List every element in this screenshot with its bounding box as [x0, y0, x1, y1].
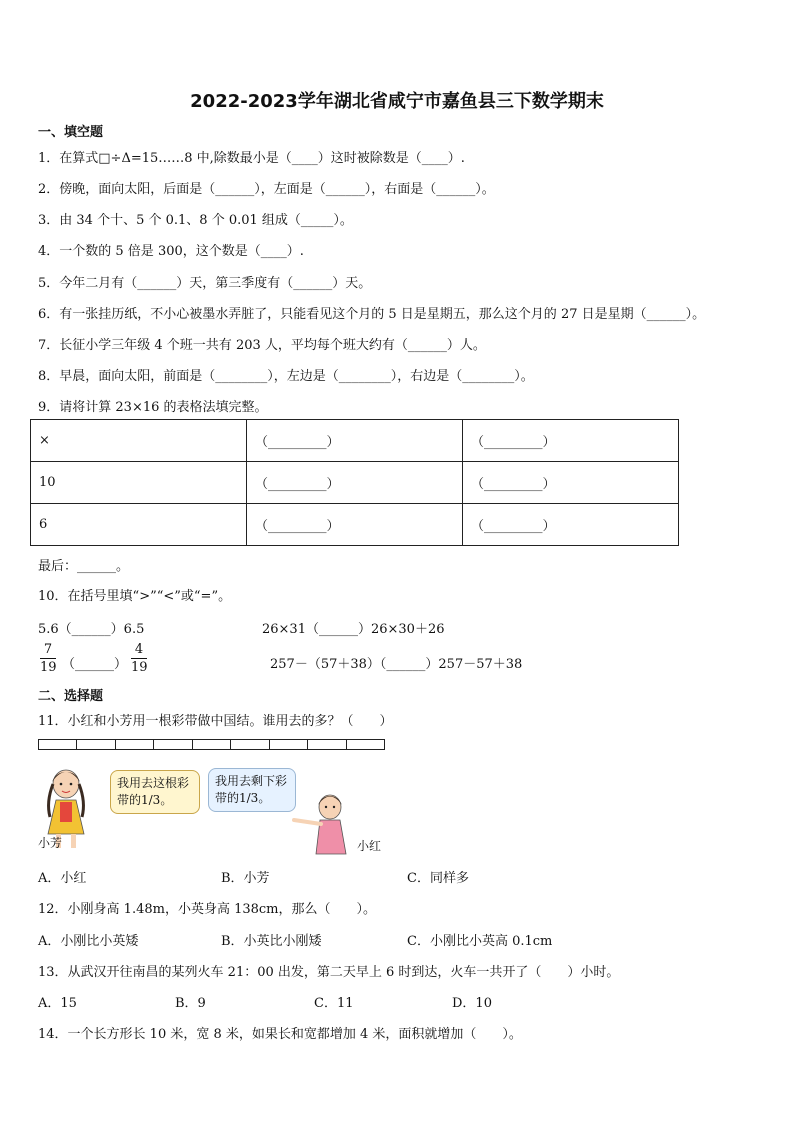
fraction-denominator: 19	[131, 660, 148, 675]
table-cell[interactable]: （_________）	[247, 504, 463, 546]
compare-b: 26×31（______）26×30＋26	[262, 622, 445, 637]
option-c[interactable]: C．小刚比小英高 0.1cm	[407, 934, 553, 949]
question-8: 8．早晨，面向太阳，前面是（________），左边是（________），右边是（________）。	[38, 369, 534, 384]
option-b[interactable]: B．小英比小刚矮	[221, 934, 322, 949]
table-cell[interactable]: （_________）	[247, 462, 463, 504]
option-c[interactable]: C．11	[314, 996, 354, 1011]
table-cell: ×	[31, 420, 247, 462]
question-13: 13．从武汉开往南昌的某列火车 21：00 出发，第二天早上 6 时到达，火车一共开了（ ）小时。	[38, 965, 620, 980]
section-choice: 二、选择题	[38, 689, 104, 704]
multiplication-table	[30, 419, 679, 546]
question-12: 12．小刚身高 1.48m，小英身高 138cm，那么（ ）。	[38, 902, 377, 917]
speech-bubble-xiaohong: 我用去剩下彩带的1/3。	[208, 768, 296, 812]
compare-c-blank[interactable]: （______）	[62, 657, 128, 672]
table-cell: 10	[31, 462, 247, 504]
option-c[interactable]: C．同样多	[407, 871, 469, 886]
compare-d: 257－（57＋38）（______）257－57＋38	[270, 657, 523, 672]
label-xiaohong: 小红	[357, 839, 382, 853]
fraction-denominator: 19	[40, 660, 57, 675]
question-9-final: 最后：______。	[38, 559, 130, 574]
table-cell[interactable]: （_________）	[463, 420, 679, 462]
question-9: 9．请将计算 23×16 的表格法填完整。	[38, 400, 268, 415]
table-cell[interactable]: （_________）	[463, 462, 679, 504]
section-fill-blank: 一、填空题	[38, 125, 104, 140]
option-b[interactable]: B．小芳	[221, 871, 270, 886]
option-d[interactable]: D．10	[452, 996, 492, 1011]
ribbon-strip	[38, 739, 385, 750]
table-row	[31, 420, 679, 462]
question-11: 11．小红和小芳用一根彩带做中国结。谁用去的多？（ ）	[38, 714, 393, 729]
question-3: 3．由 34 个十、5 个 0.1、8 个 0.01 组成（_____）。	[38, 213, 353, 228]
table-cell[interactable]: （_________）	[463, 504, 679, 546]
question-1: 1．在算式□÷Δ=15……8 中,除数最小是（____）这时被除数是（____）.	[38, 151, 465, 166]
question-2: 2．傍晚，面向太阳，后面是（______），左面是（______），右面是（______）。	[38, 182, 495, 197]
fraction-right	[131, 642, 147, 675]
label-xiaofang: 小芳	[38, 836, 63, 850]
question-4: 4．一个数的 5 倍是 300，这个数是（____）.	[38, 244, 304, 259]
girl-xiaohong-illustration	[288, 790, 358, 858]
fraction-numerator: 4	[134, 642, 144, 657]
table-row	[31, 504, 679, 546]
speech-bubble-xiaofang: 我用去这根彩带的1/3。	[110, 770, 200, 814]
fraction-left	[40, 642, 56, 675]
option-a[interactable]: A．小刚比小英矮	[38, 934, 139, 949]
option-a[interactable]: A．15	[38, 996, 77, 1011]
table-cell[interactable]: （_________）	[247, 420, 463, 462]
question-6: 6．有一张挂历纸，不小心被墨水弄脏了，只能看见这个月的 5 日是星期五，那么这个月的 27 日是星期（______）。	[38, 307, 706, 322]
option-a[interactable]: A．小红	[38, 871, 87, 886]
table-cell: 6	[31, 504, 247, 546]
question-10: 10．在括号里填“>”“<”或“=”。	[38, 589, 232, 604]
compare-a: 5.6（______）6.5	[38, 622, 145, 637]
question-5: 5．今年二月有（______）天，第三季度有（______）天。	[38, 276, 372, 291]
option-b[interactable]: B．9	[175, 996, 206, 1011]
fraction-numerator: 7	[43, 642, 53, 657]
table-row	[31, 462, 679, 504]
question-14: 14．一个长方形长 10 米，宽 8 米，如果长和宽都增加 4 米，面积就增加（ ）。	[38, 1027, 522, 1042]
question-7: 7．长征小学三年级 4 个班一共有 203 人，平均每个班大约有（______）人。	[38, 338, 486, 353]
page-title: 2022-2023学年湖北省咸宁市嘉鱼县三下数学期末	[190, 91, 604, 112]
